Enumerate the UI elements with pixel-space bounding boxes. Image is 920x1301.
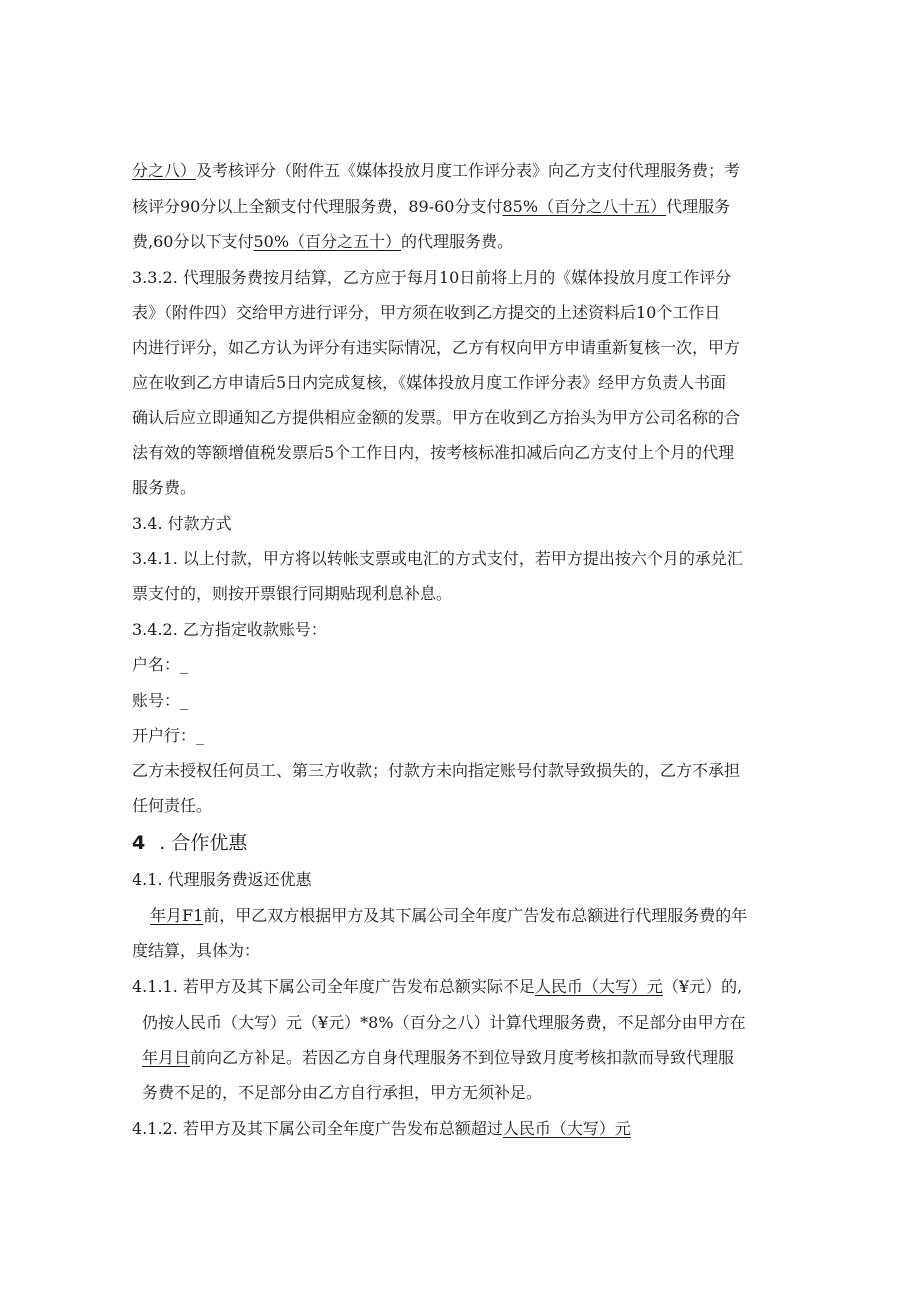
clause-4-1-1-line: 务费不足的，不足部分由乙方自行承担，甲方无须补足。	[142, 1083, 543, 1102]
section-title: . 合作优惠	[159, 832, 248, 854]
section-4-heading	[132, 830, 247, 856]
paragraph-line: 分之八）及考核评分（附件五《媒体投放月度工作评分表》向乙方支付代理服务费；考	[132, 161, 741, 180]
clause-4-1-1-line: 仍按人民币（大写）元（¥元）*8%（百分之八）计算代理服务费，不足部分由甲方在	[142, 1013, 746, 1032]
underlined-fill: 85%（百分之八十五）	[502, 197, 667, 216]
clause-4-1-1-line: 4.1.1. 若甲方及其下属公司全年度广告发布总额实际不足人民币（大写）元（¥元）的,	[132, 977, 743, 996]
clause-3-3-2-line: 表》（附件四）交给甲方进行评分，甲方须在收到乙方提交的上述资料后10个工作日	[132, 303, 721, 322]
account-number: 账号：_	[132, 691, 189, 710]
account-name: 户名：_	[132, 655, 189, 674]
clause-3-4-heading: 3.4. 付款方式	[132, 514, 232, 533]
clause-3-3-2-line: 确认后应立即通知乙方提供相应金额的发票。甲方在收到乙方抬头为甲方公司名称的合	[132, 408, 741, 427]
underlined-fill: 年月F1	[150, 906, 204, 925]
clause-4-1-2-line: 4.1.2. 若甲方及其下属公司全年度广告发布总额超过人民币（大写）元	[132, 1119, 631, 1138]
account-bank: 开户行：_	[132, 726, 205, 745]
clause-3-3-2-line: 内进行评分，如乙方认为评分有违实际情况，乙方有权向甲方申请重新复核一次，甲方	[132, 338, 741, 357]
clause-3-4-1-line: 3.4.1. 以上付款，甲方将以转帐支票或电汇的方式支付，若甲方提出按六个月的承兑汇	[132, 549, 743, 568]
clause-3-3-2-line: 应在收到乙方申请后5日内完成复核，《媒体投放月度工作评分表》经甲方负责人书面	[132, 373, 727, 392]
underlined-fill: 50%（百分之五十）	[253, 232, 402, 251]
underlined-fill: 分之八）	[132, 161, 197, 180]
clause-4-1-1-line: 年月日前向乙方补足。若因乙方自身代理服务不到位导致月度考核扣款而导致代理服	[142, 1048, 735, 1067]
clause-3-4-1-line: 票支付的，则按开票银行同期贴现利息补息。	[132, 584, 453, 603]
clause-3-4-2-heading: 3.4.2. 乙方指定收款账号：	[132, 620, 327, 639]
paragraph-line: 度结算，具体为：	[132, 941, 261, 960]
clause-3-3-2-line: 服务费。	[132, 478, 197, 497]
clause-4-1-heading: 4.1. 代理服务费返还优惠	[132, 870, 312, 889]
underlined-fill: 年月日	[142, 1048, 191, 1067]
paragraph-line: 费,60分以下支付50%（百分之五十）的代理服务费。	[132, 232, 514, 251]
disclaimer-line: 乙方未授权任何员工、第三方收款；付款方未向指定账号付款导致损失的，乙方不承担	[132, 761, 741, 780]
paragraph-line: 年月F1前，甲乙双方根据甲方及其下属公司全年度广告发布总额进行代理服务费的年	[150, 906, 748, 925]
section-number: 4	[132, 832, 146, 854]
clause-3-3-2-line: 法有效的等额增值税发票后5个工作日内，按考核标准扣减后向乙方支付上个月的代理	[132, 443, 735, 462]
disclaimer-line: 任何责任。	[132, 796, 213, 815]
clause-3-3-2-line: 3.3.2. 代理服务费按月结算，乙方应于每月10日前将上月的《媒体投放月度工作评分	[132, 268, 732, 287]
underlined-fill: 人民币（大写）元	[534, 977, 663, 996]
underlined-fill: 人民币（大写）元	[502, 1119, 631, 1138]
paragraph-line: 核评分90分以上全额支付代理服务费，89-60分支付85%（百分之八十五）代理服务	[132, 197, 731, 216]
